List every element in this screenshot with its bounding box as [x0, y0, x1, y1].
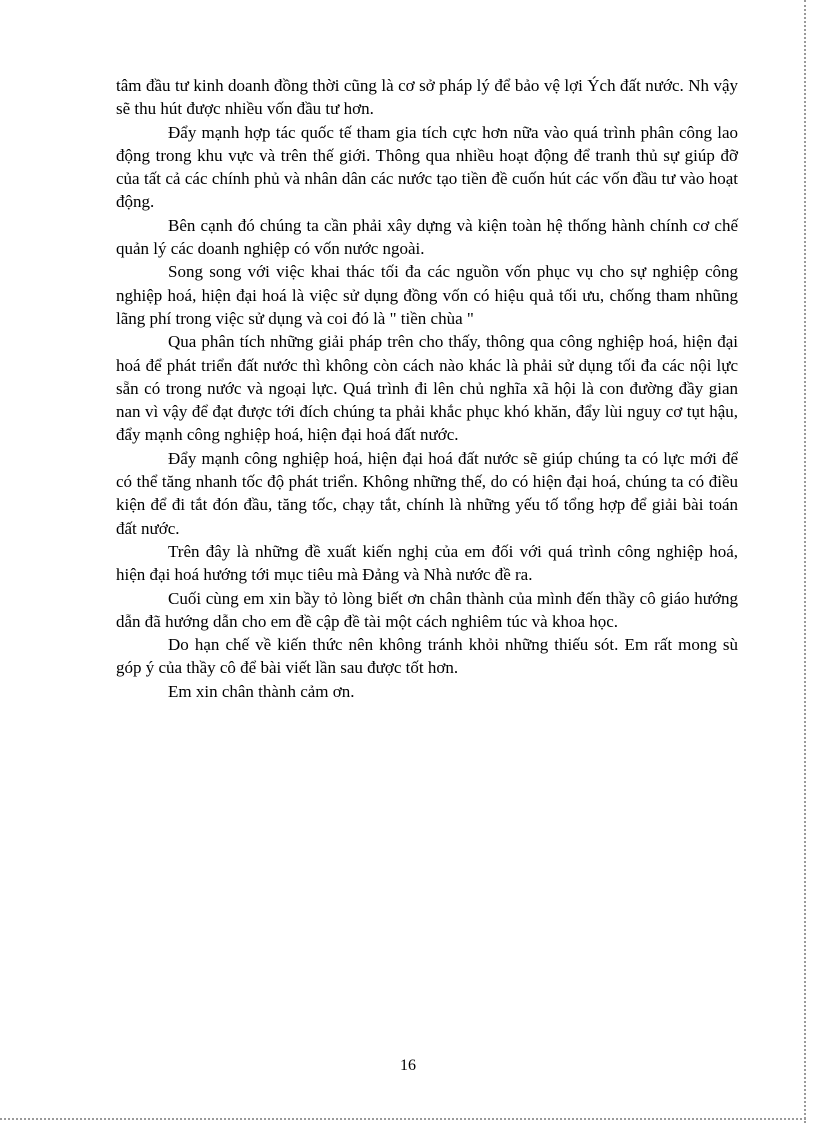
page-border-right	[804, 0, 806, 1123]
paragraph: Qua phân tích những giải pháp trên cho thấy, thông qua công nghiệp hoá, hiện đại hoá để phát triển đất nước thì không còn cách nào khác là phải sử dụng tối đa các nội lực sẵn có trong nước và ngoại lực. Quá trình đi lên chủ nghĩa xã hội là con đường đầy gian nan vì vậy để đạt được tới đích chúng ta phải khắc phục khó khăn, đẩy lùi nguy cơ tụt hậu, đẩy mạnh công nghiệp hoá, hiện đại hoá đất nước.	[116, 332, 738, 445]
paragraph: Cuối cùng em xin bầy tỏ lòng biết ơn chân thành của mình đến thầy cô giáo hướng dẫn đã hướng dẫn cho em đề cập đề tài một cách nghiêm túc và khoa học.	[116, 588, 738, 631]
paragraph: Song song với việc khai thác tối đa các nguồn vốn phục vụ cho sự nghiệp công nghiệp hoá, hiện đại hoá là việc sử dụng đồng vốn có hiệu quả tối ưu, chống tham nhũng lãng phí trong việc sử dụng và coi đó là " tiền chùa "	[116, 262, 738, 328]
body-text	[116, 74, 738, 703]
paragraph: Trên đây là những đề xuất kiến nghị của em đối với quá trình công nghiệp hoá, hiện đại hoá hướng tới mục tiêu mà Đảng và Nhà nước đề ra.	[116, 541, 738, 585]
paragraph: Đẩy mạnh công nghiệp hoá, hiện đại hoá đất nước sẽ giúp chúng ta có lực mới để có thể tăng nhanh tốc độ phát triển. Không những thế, do có hiện đại hoá, chúng ta có điều kiện để đi tắt đón đầu, tăng tốc, chạy tắt, chính là những yếu tố tổng hợp để giải bài toán đất nước.	[116, 448, 738, 538]
paragraph: Em xin chân thành cảm ơn.	[168, 681, 355, 701]
page-number: 16	[400, 1057, 416, 1074]
paragraph: Do hạn chế về kiến thức nên không tránh khỏi những thiếu sót. Em rất mong sù góp ý của thầy cô để bài viết lần sau được tốt hơn.	[116, 635, 738, 678]
paragraph: tâm đầu tư kinh doanh đồng thời cũng là cơ sở pháp lý để bảo vệ lợi Ých đất nước. Nh vậy sẽ thu hút được nhiều vốn đầu tư hơn.	[116, 76, 738, 119]
paragraph: Đẩy mạnh hợp tác quốc tế tham gia tích cực hơn nữa vào quá trình phân công lao động trong khu vực và trên thế giới. Thông qua nhiều hoạt động để tranh thủ sự giúp đỡ của tất cả các chính phủ và nhân dân các nước tạo tiền đề cuốn hút các vốn đầu tư vào hoạt động.	[116, 122, 738, 212]
page-border-bottom	[0, 1118, 806, 1120]
paragraph: Bên cạnh đó chúng ta cần phải xây dựng và kiện toàn hệ thống hành chính cơ chế quản lý các doanh nghiệp có vốn nước ngoài.	[116, 215, 738, 259]
